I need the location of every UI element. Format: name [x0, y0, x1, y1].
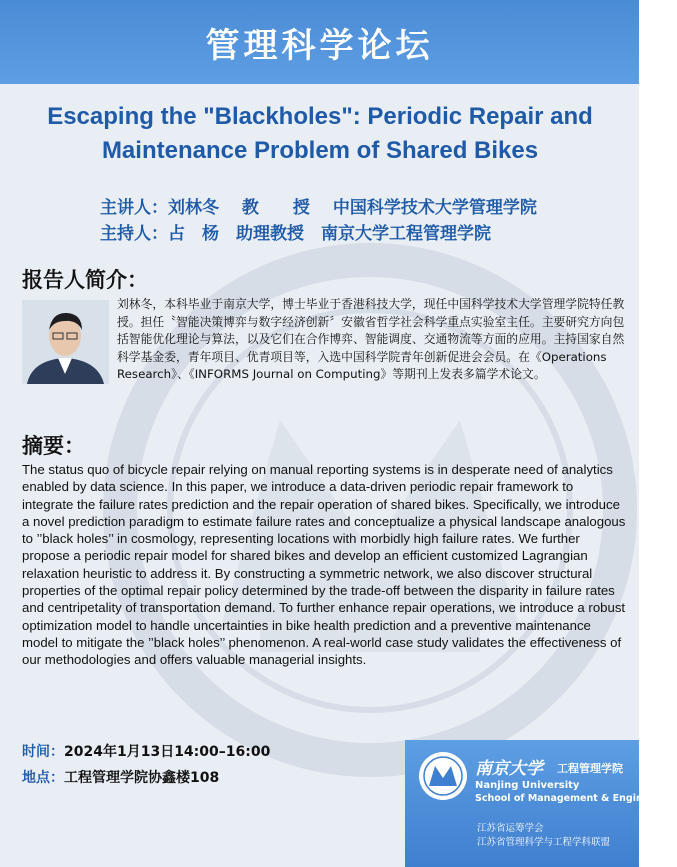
school-name-cn: 工程管理学院 [557, 762, 623, 775]
logo-block [405, 740, 677, 867]
bio-heading: 报告人简介： [22, 268, 148, 292]
talk-title [20, 100, 620, 168]
university-emblem-icon [417, 750, 469, 802]
talk-title-line-1: Escaping the "Blackholes": Periodic Repair and [47, 103, 593, 130]
time-value: 2024年1月13日14:00–16:00 [64, 744, 271, 760]
speaker-line: 主讲人：刘林冬 教 授 中国科学技术大学管理学院 [100, 198, 537, 218]
speaker-bio: 刘林冬，本科毕业于南京大学，博士毕业于香港科技大学，现任中国科学技术大学管理学院特任教授。担任〝智能决策博弈与数字经济创新〞安徽省哲学社会科学重点实验室主任。主要研究方向包括智能优化理论与算法，以及它们在合作博弈、智能调度、交通物流等方面的应用。主持国家自然科学基金委，青年项目、优青项目等，入选中国科学院青年创新促进会会员。在《Operations Research》、《INFORMS Journal on Computing》等期刊上发表多篇学术论文。 [117, 297, 625, 381]
abstract-heading: 摘要： [22, 434, 85, 458]
host-line: 主持人：占 杨 助理教授 南京大学工程管理学院 [100, 224, 491, 244]
place-label: 地点： [22, 770, 64, 786]
header-bar [0, 0, 639, 84]
university-name-en: Nanjing University [475, 780, 580, 791]
university-name-cn: 南京大学 [475, 759, 543, 779]
talk-title-line-2: Maintenance Problem of Shared Bikes [101, 137, 539, 164]
forum-title: 管理科学论坛 [205, 26, 434, 66]
time-label: 时间： [22, 744, 64, 760]
organizer-2: 江苏省管理科学与工程学科联盟 [477, 837, 611, 848]
abstract-text: The status quo of bicycle repair relying on manual reporting systems is in desperate need of analytics enabled by data science. In this paper, we introduce a data-driven periodic repair framework to integrate the failure rates prediction and the repair operation of shared bikes. Specifically, we introduce a novel prediction paradigm to estimate failure rates and conceptualize a physical landscape analogous to ’’black holes’’ in cosmology, representing locations with morbidly high failure rates. We further propose a periodic repair model for shared bikes and develop an efficient customized Lagrangian relaxation heuristic to address it. By constructing a symmetric network, we also discover structural properties of the optimal repair policy determined by the trade-off between the disparity in failure rates and centripetality of transportation demand. To further enhance repair operations, we introduce a robust optimization model to handle uncertainties in bike health prediction and a preventive maintenance model to mitigate the ’’black holes’’ phenomenon. A real-world case study validates the effectiveness of our methodologies and offers valuable managerial insights. [22, 462, 626, 668]
person-icon [22, 300, 109, 384]
speaker-photo [22, 300, 109, 384]
place-value: 工程管理学院协鑫楼108 [64, 770, 220, 786]
place-line [22, 767, 219, 787]
organizer-1: 江苏省运筹学会 [477, 823, 544, 834]
time-line [22, 741, 270, 761]
school-name-en: School of Management & Engineering [475, 793, 677, 804]
